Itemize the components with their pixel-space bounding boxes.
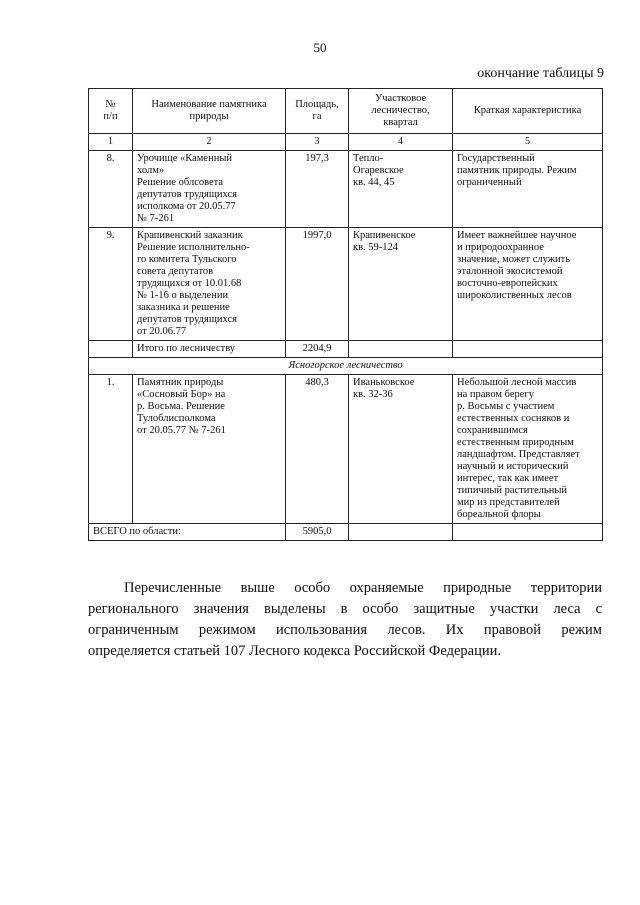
text-line: сохранившимся (457, 425, 528, 436)
text-line: эталонной экосистемой (457, 266, 563, 277)
paragraph-line: ограниченным режимом использования лесов. Их правовой режим (88, 622, 602, 638)
paragraph-line: Перечисленные выше особо охраняемые природные территории (124, 580, 602, 596)
text-line: естественных сосняков и (457, 413, 570, 424)
text-line: п/п (103, 111, 118, 122)
text-line: на правом берегу (457, 389, 534, 400)
text-line: Урочище «Каменный (137, 153, 233, 164)
text-line: депутатов трудящихся (137, 189, 237, 200)
empty-cell (453, 524, 603, 541)
monument-name (133, 151, 286, 228)
text-line: № 7-261 (137, 213, 175, 224)
text-line: р. Восьма. Решение (137, 401, 225, 412)
header-area (286, 89, 349, 134)
text-line: Решение облсовета (137, 177, 224, 188)
table-row (89, 151, 603, 228)
column-number: 1 (89, 134, 133, 151)
header-num (89, 89, 133, 134)
table-caption: окончание таблицы 9 (477, 66, 604, 81)
row-number: 8. (89, 151, 133, 228)
empty-cell (453, 341, 603, 358)
short-description (453, 375, 603, 524)
empty-cell (89, 341, 133, 358)
text-line: памятник природы. Режим (457, 165, 577, 176)
text-line: Площадь, (295, 99, 339, 110)
text-line: совета депутатов (137, 266, 214, 277)
forestry-district (349, 151, 453, 228)
text-line: и природоохранное (457, 242, 544, 253)
subtotal-area: 2204,9 (286, 341, 349, 358)
text-line: Небольшой лесной массив (457, 377, 577, 388)
text-line: значение, может служить (457, 254, 570, 265)
paragraph-line: определяется статьей 107 Лесного кодекса Российской Федерации. (88, 643, 501, 659)
text-line: Крапивенское (353, 230, 416, 241)
text-line: Решение исполнительно- (137, 242, 250, 253)
column-number-row (89, 134, 603, 151)
text-line: Участковое (374, 93, 427, 104)
monuments-table (88, 88, 603, 541)
text-line: научный и исторический (457, 461, 569, 472)
text-line: ландшафтом. Представляет (457, 449, 580, 460)
text-line: бореальной флоры (457, 509, 541, 520)
text-line: га (312, 111, 322, 122)
row-number: 9. (89, 228, 133, 341)
total-area: 5905,0 (286, 524, 349, 541)
text-line: от 20.05.77 № 7-261 (137, 425, 226, 436)
header-name (133, 89, 286, 134)
area-value: 1997,0 (286, 228, 349, 341)
row-number: 1. (89, 375, 133, 524)
body-paragraph (88, 578, 602, 662)
text-line: «Сосновый Бор» на (137, 389, 226, 400)
header-description (453, 89, 603, 134)
text-line: мир из представителей (457, 497, 560, 508)
text-line: широколиственных лесов (457, 290, 572, 301)
column-number: 2 (133, 134, 286, 151)
column-number: 4 (349, 134, 453, 151)
header-forestry (349, 89, 453, 134)
header-row (89, 89, 603, 134)
area-value: 197,3 (286, 151, 349, 228)
column-number: 5 (453, 134, 603, 151)
text-line: заказника и решение (137, 302, 230, 313)
empty-cell (349, 341, 453, 358)
monument-name (133, 375, 286, 524)
text-line: Памятник природы (137, 377, 224, 388)
text-line: депутатов трудящихся (137, 314, 237, 325)
text-line: Тулоблисполкома (137, 413, 216, 424)
total-label: ВСЕГО по области: (89, 524, 286, 541)
section-header-row (89, 358, 603, 375)
text-line: интерес, так как имеет (457, 473, 559, 484)
text-line: Огаревское (353, 165, 404, 176)
text-line: природы (189, 111, 229, 122)
subtotal-row (89, 341, 603, 358)
text-line: кв. 44, 45 (353, 177, 395, 188)
monument-name (133, 228, 286, 341)
column-number: 3 (286, 134, 349, 151)
paragraph-line: регионального значения выделены в особо защитные участки леса с (88, 601, 602, 617)
text-line: лесничество, (371, 105, 430, 116)
short-description (453, 151, 603, 228)
text-line: р. Восьмы с участием (457, 401, 555, 412)
forestry-district (349, 228, 453, 341)
text-line: типичный растительный (457, 485, 567, 496)
forestry-district (349, 375, 453, 524)
empty-cell (349, 524, 453, 541)
text-line: квартал (383, 117, 418, 128)
subtotal-label: Итого по лесничеству (133, 341, 286, 358)
short-description (453, 228, 603, 341)
text-line: естественным природным (457, 437, 574, 448)
area-value: 480,3 (286, 375, 349, 524)
text-line: го комитета Тульского (137, 254, 237, 265)
text-line: Крапивенский заказник (137, 230, 243, 241)
table-row (89, 228, 603, 341)
text-line: кв. 32-36 (353, 389, 393, 400)
text-line: от 20.06.77 (137, 326, 187, 337)
text-line: кв. 59-124 (353, 242, 399, 253)
text-line: № (105, 99, 116, 110)
text-line: № 1-16 о выделении (137, 290, 229, 301)
table-row (89, 375, 603, 524)
text-line: холм» (137, 165, 165, 176)
total-row (89, 524, 603, 541)
text-line: Тепло- (353, 153, 384, 164)
text-line: Иваньковское (353, 377, 415, 388)
page-number: 50 (313, 40, 327, 55)
section-title: Ясногорское лесничество (89, 358, 603, 375)
text-line: трудящихся от 10.01.68 (137, 278, 242, 289)
text-line: Имеет важнейшее научное (457, 230, 577, 241)
text-line: Краткая характеристика (473, 105, 582, 116)
text-line: восточно-европейских (457, 278, 558, 289)
text-line: ограниченный (457, 177, 522, 188)
text-line: исполкома от 20.05.77 (137, 201, 236, 212)
text-line: Государственный (457, 153, 535, 164)
text-line: Наименование памятника (151, 99, 267, 110)
